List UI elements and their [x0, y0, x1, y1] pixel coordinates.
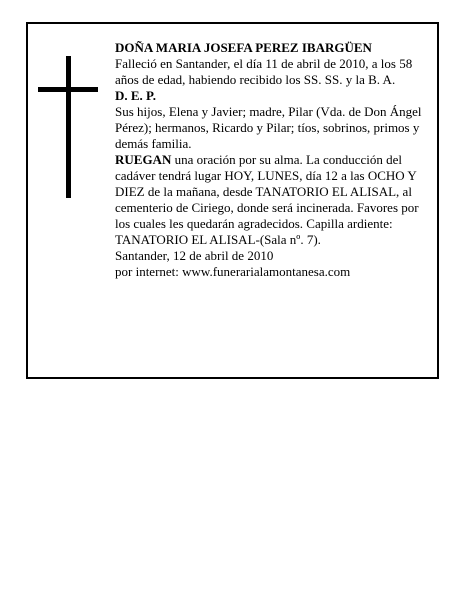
deceased-name: DOÑA MARIA JOSEFA PEREZ IBARGÜEN [115, 40, 372, 55]
notice-text [115, 40, 433, 280]
cross-icon [38, 56, 98, 198]
death-info: Falleció en Santander, el día 11 de abril de 2010, a los 58 años de edad, habiendo recibido los SS. SS. y la B. A. [115, 56, 413, 87]
obituary-notice [26, 22, 439, 379]
ruegan-label: RUEGAN [115, 152, 172, 167]
cross-horizontal-bar [38, 87, 98, 92]
family-list: Sus hijos, Elena y Javier; madre, Pilar (Vda. de Don Ángel Pérez); hermanos, Ricardo y Pilar; tíos, sobrinos, primos y demás familia. [115, 104, 422, 151]
place-date: Santander, 12 de abril de 2010 [115, 248, 274, 263]
rip-line: D. E. P. [115, 88, 157, 103]
internet-line: por internet: www.funerarialamontanesa.com [115, 264, 351, 279]
cross-vertical-bar [66, 56, 71, 198]
ruegan-paragraph [115, 152, 433, 248]
ruegan-text: una oración por su alma. La conducción del cadáver tendrá lugar HOY, LUNES, día 12 a las OCHO Y DIEZ de la mañana, desde TANATORIO EL ALISAL, al cementerio de Ciriego, donde será incinerada. Favores por los cuales les quedarán agradecidos. Capilla ardiente: TANATORIO EL ALISAL-(Sala nº. 7). [115, 152, 419, 247]
